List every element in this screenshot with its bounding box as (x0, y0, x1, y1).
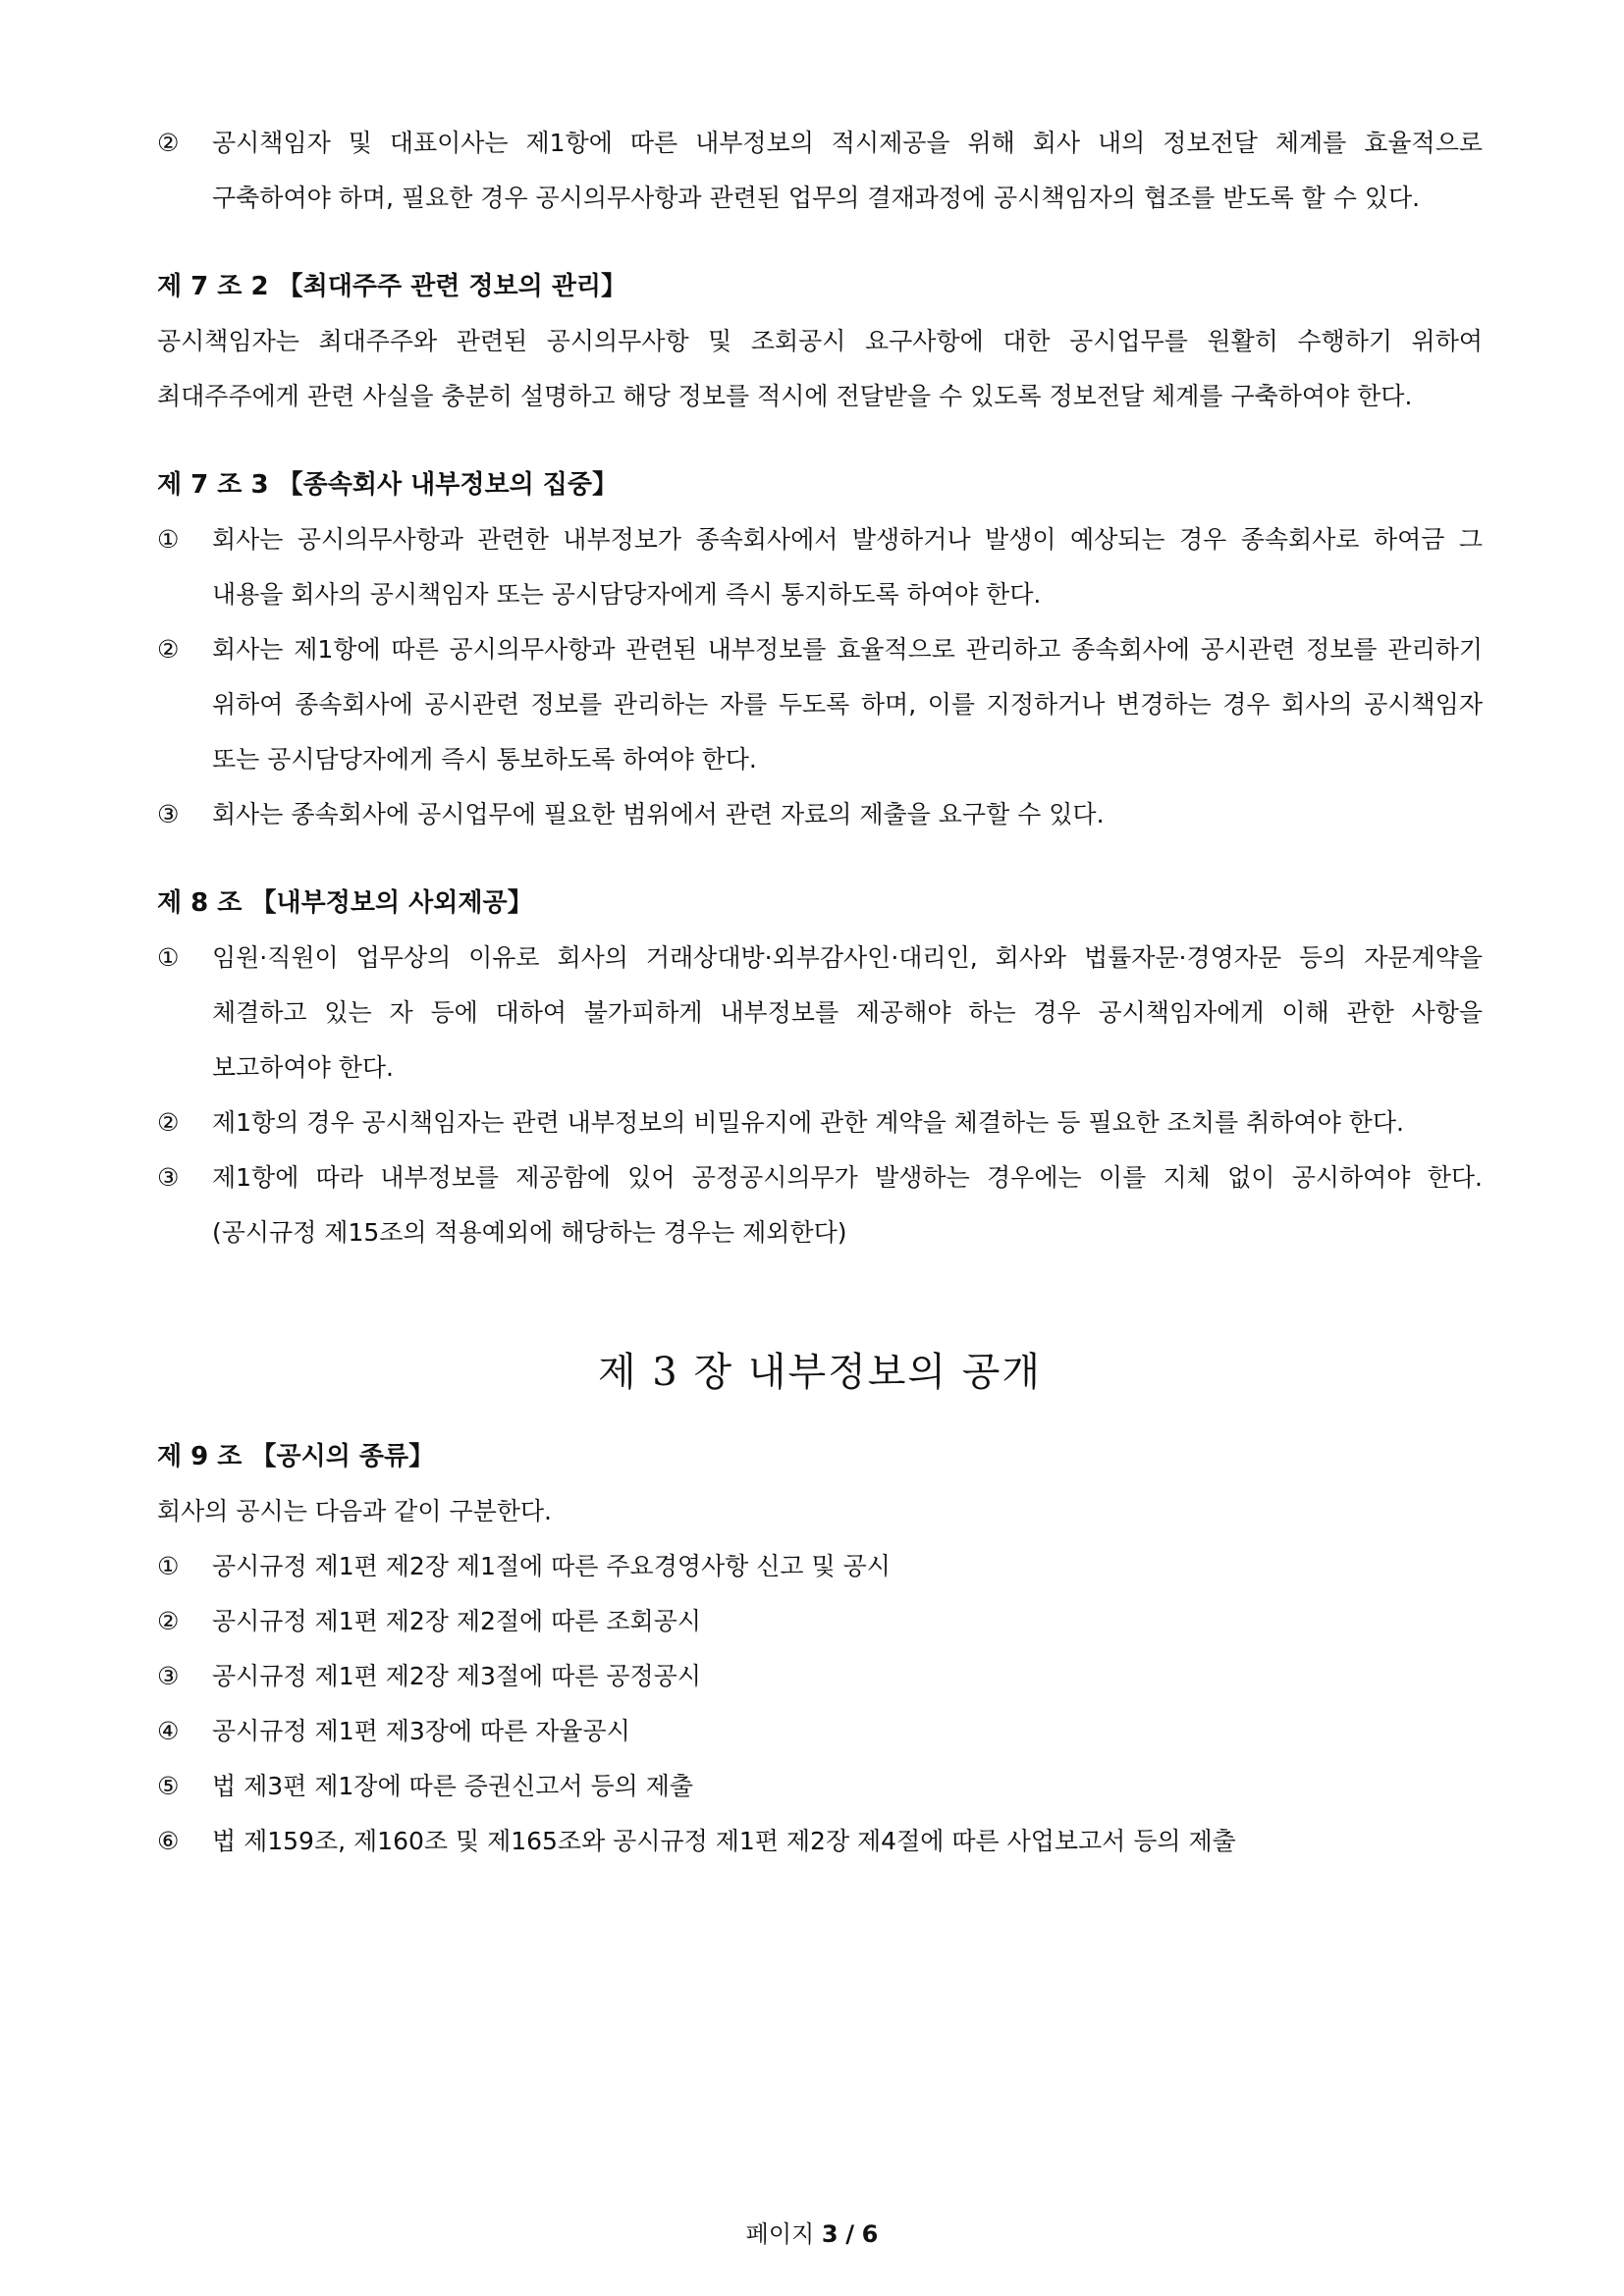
item-number: ④ (157, 1717, 180, 1745)
item-text: 회사는 공시의무사항과 관련한 내부정보가 종속회사에서 발생하거나 발생이 예상되는 경우 종속회사로 하여금 그 내용을 회사의 공시책임자 또는 공시담당자에게 즉시 통지하도록 하여야 한다. (212, 525, 1483, 609)
list-item (157, 1649, 1483, 1704)
current-page-number: 3 (821, 2220, 839, 2248)
item-text: 공시규정 제1편 제2장 제2절에 따른 조회공시 (212, 1607, 702, 1635)
list-item (157, 116, 1483, 226)
item-text: 법 제159조, 제160조 및 제165조와 공시규정 제1편 제2장 제4절에 따른 사업보고서 등의 제출 (212, 1827, 1236, 1855)
article-9-heading: 제 9 조 【공시의 종류】 (157, 1442, 435, 1471)
item-text: 회사는 종속회사에 공시업무에 필요한 범위에서 관련 자료의 제출을 요구할 수 있다. (212, 800, 1105, 828)
item-number: ① (157, 525, 180, 554)
item-text: 임원·직원이 업무상의 이유로 회사의 거래상대방·외부감사인·대리인, 회사와 법률자문·경영자문 등의 자문계약을 체결하고 있는 자 등에 대하여 불가피하게 내부정보를 제공해야 하는 경우 공시책임자에게 이해 관한 사항을 보고하여야 한다. (212, 943, 1483, 1082)
item-number: ② (157, 635, 180, 664)
article-9-intro: 회사의 공시는 다음과 같이 구분한다. (157, 1497, 552, 1525)
chapter-3-title: 제 3 장 내부정보의 공개 (597, 1350, 1043, 1395)
article-7-3-list (157, 512, 1483, 842)
list-item (157, 1095, 1483, 1150)
item-number: ③ (157, 800, 180, 828)
item-number: ⑥ (157, 1827, 180, 1855)
article-7-2-heading: 제 7 조 2 【최대주주 관련 정보의 관리】 (157, 272, 627, 301)
item-number: ⑤ (157, 1772, 180, 1800)
item-text: 공시규정 제1편 제3장에 따른 자율공시 (212, 1717, 630, 1745)
item-number: ① (157, 1552, 180, 1580)
list-item (157, 1594, 1483, 1649)
list-item (157, 931, 1483, 1095)
article-9-list (157, 1539, 1483, 1869)
total-page-count: 6 (861, 2220, 879, 2248)
page-footer (0, 2215, 1624, 2249)
item-text: 제1항의 경우 공시책임자는 관련 내부정보의 비밀유지에 관한 계약을 체결하는 등 필요한 조치를 취하여야 한다. (212, 1108, 1404, 1137)
item-text: 공시규정 제1편 제2장 제1절에 따른 주요경영사항 신고 및 공시 (212, 1552, 891, 1580)
article-8-heading: 제 8 조 【내부정보의 사외제공】 (157, 888, 533, 918)
article-7-2-body: 공시책임자는 최대주주와 관련된 공시의무사항 및 조회공시 요구사항에 대한 공시업무를 원활히 수행하기 위하여 최대주주에게 관련 사실을 충분히 설명하고 해당 정보를 적시에 전달받을 수 있도록 정보전달 체계를 구축하여야 한다. (157, 327, 1483, 410)
article-7-3-heading: 제 7 조 3 【종속회사 내부정보의 집중】 (157, 470, 619, 500)
item-text: 공시책임자 및 대표이사는 제1항에 따른 내부정보의 적시제공을 위해 회사 내의 정보전달 체계를 효율적으로 구축하여야 하며, 필요한 경우 공시의무사항과 관련된 업무의 결재과정에 공시책임자의 협조를 받도록 할 수 있다. (212, 129, 1483, 212)
intro-list (157, 116, 1483, 226)
item-number: ① (157, 943, 180, 972)
list-item (157, 622, 1483, 787)
list-item (157, 512, 1483, 622)
list-item (157, 787, 1483, 842)
item-text: 회사는 제1항에 따른 공시의무사항과 관련된 내부정보를 효율적으로 관리하고 종속회사에 공시관련 정보를 관리하기 위하여 종속회사에 공시관련 정보를 관리하는 자를 두도록 하며, 이를 지정하거나 변경하는 경우 회사의 공시책임자 또는 공시담당자에게 즉시 통보하도록 하여야 한다. (212, 635, 1483, 774)
list-item (157, 1759, 1483, 1814)
item-number: ③ (157, 1662, 180, 1690)
page-separator: / (845, 2220, 854, 2248)
item-number: ② (157, 129, 180, 157)
item-number: ② (157, 1607, 180, 1635)
list-item (157, 1814, 1483, 1869)
item-number: ② (157, 1108, 180, 1137)
list-item (157, 1150, 1483, 1260)
item-text: 법 제3편 제1장에 따른 증권신고서 등의 제출 (212, 1772, 694, 1800)
document-page (157, 116, 1483, 1869)
item-number: ③ (157, 1163, 180, 1192)
footer-prefix: 페이지 (745, 2220, 815, 2248)
item-text: 공시규정 제1편 제2장 제3절에 따른 공정공시 (212, 1662, 702, 1690)
list-item (157, 1704, 1483, 1759)
list-item (157, 1539, 1483, 1594)
item-text: 제1항에 따라 내부정보를 제공함에 있어 공정공시의무가 발생하는 경우에는 이를 지체 없이 공시하여야 한다. (공시규정 제15조의 적용예외에 해당하는 경우는 제외한다) (212, 1163, 1483, 1247)
article-8-list (157, 931, 1483, 1260)
